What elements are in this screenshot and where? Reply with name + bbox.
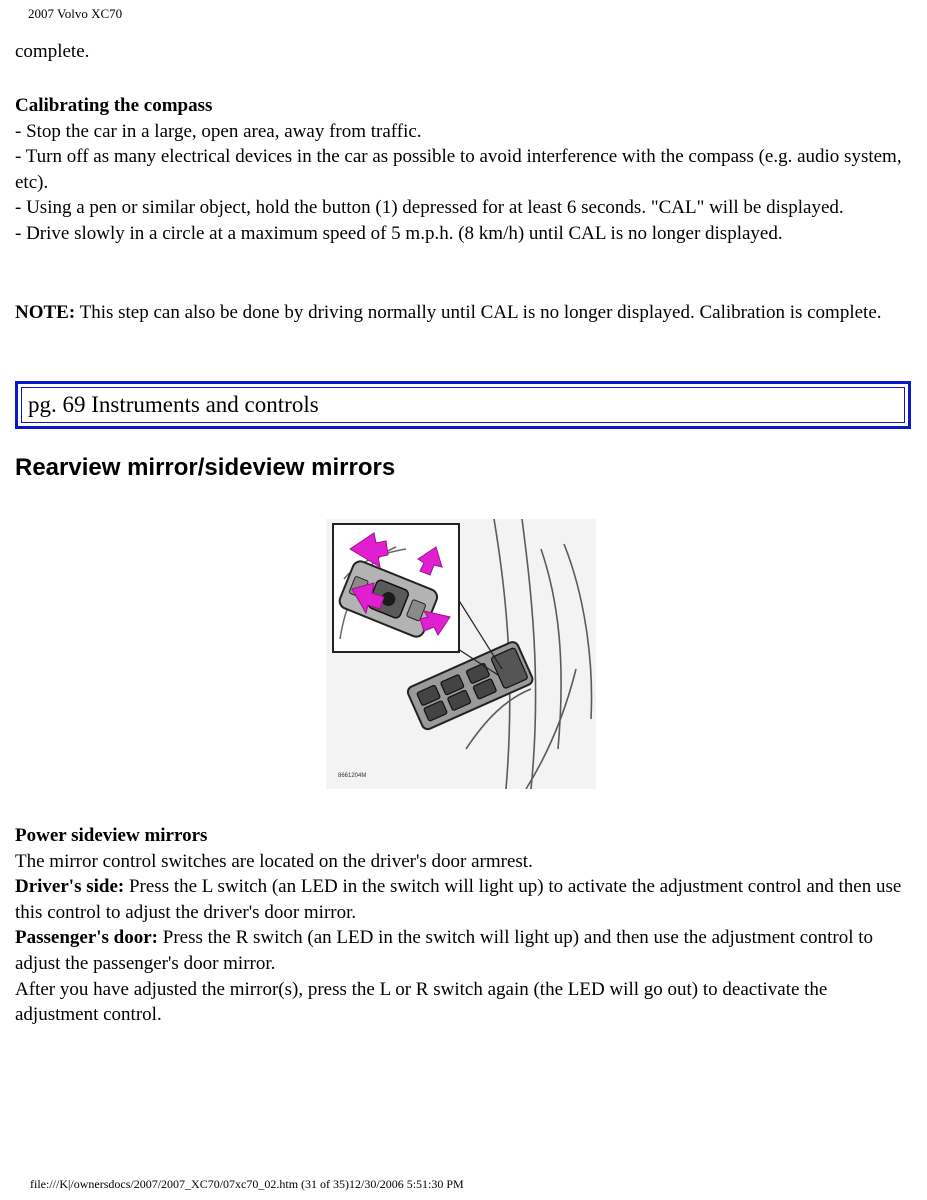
note-text: This step can also be done by driving normally until CAL is no longer displayed. Calibration is complete. <box>75 302 882 323</box>
calibrating-step: - Using a pen or similar object, hold the button (1) depressed for at least 6 seconds. "CAL" will be displayed. <box>15 197 844 219</box>
power-mirrors-heading: Power sideview mirrors <box>15 825 208 846</box>
note-paragraph <box>15 300 910 326</box>
calibrating-heading: Calibrating the compass <box>15 95 213 116</box>
calibrating-section <box>15 93 910 247</box>
after-adjust-text: After you have adjusted the mirror(s), press the L or R switch again (the LED will go out) to deactivate the adjustment control. <box>15 978 828 1026</box>
figure-code: 8661204M <box>338 773 367 779</box>
power-mirrors-intro: The mirror control switches are located on the driver's door armrest. <box>15 850 533 872</box>
driver-side-text: Press the L switch (an LED in the switch will light up) to activate the adjustment control and then use this control to adjust the driver's door mirror. <box>15 876 902 923</box>
power-mirrors-section <box>15 823 910 1028</box>
page-reference-text: pg. 69 Instruments and controls <box>21 387 905 423</box>
intro-line: complete. <box>15 41 90 62</box>
page-footer: file:///K|/ownersdocs/2007/2007_XC70/07xc70_02.htm (31 of 35)12/30/2006 5:51:30 PM <box>30 1177 464 1191</box>
mirror-control-illustration <box>326 519 596 789</box>
calibrating-step: - Drive slowly in a circle at a maximum speed of 5 m.p.h. (8 km/h) until CAL is no longer displayed. <box>15 222 783 244</box>
calibrating-step: - Stop the car in a large, open area, away from traffic. <box>15 120 422 142</box>
page-reference-box <box>15 381 911 429</box>
note-label: NOTE: <box>15 302 76 323</box>
passenger-door-label: Passenger's door: <box>15 927 159 949</box>
passenger-door-text: Press the R switch (an LED in the switch will light up) and then use the adjustment control to adjust the passenger's door mirror. <box>15 927 874 974</box>
calibrating-step: - Turn off as many electrical devices in the car as possible to avoid interference with the compass (e.g. audio system, etc). <box>15 146 902 193</box>
page-header: 2007 Volvo XC70 <box>28 6 123 21</box>
intro-text <box>15 39 910 65</box>
driver-side-label: Driver's side: <box>15 876 125 898</box>
section-heading: Rearview mirror/sideview mirrors <box>15 454 396 481</box>
